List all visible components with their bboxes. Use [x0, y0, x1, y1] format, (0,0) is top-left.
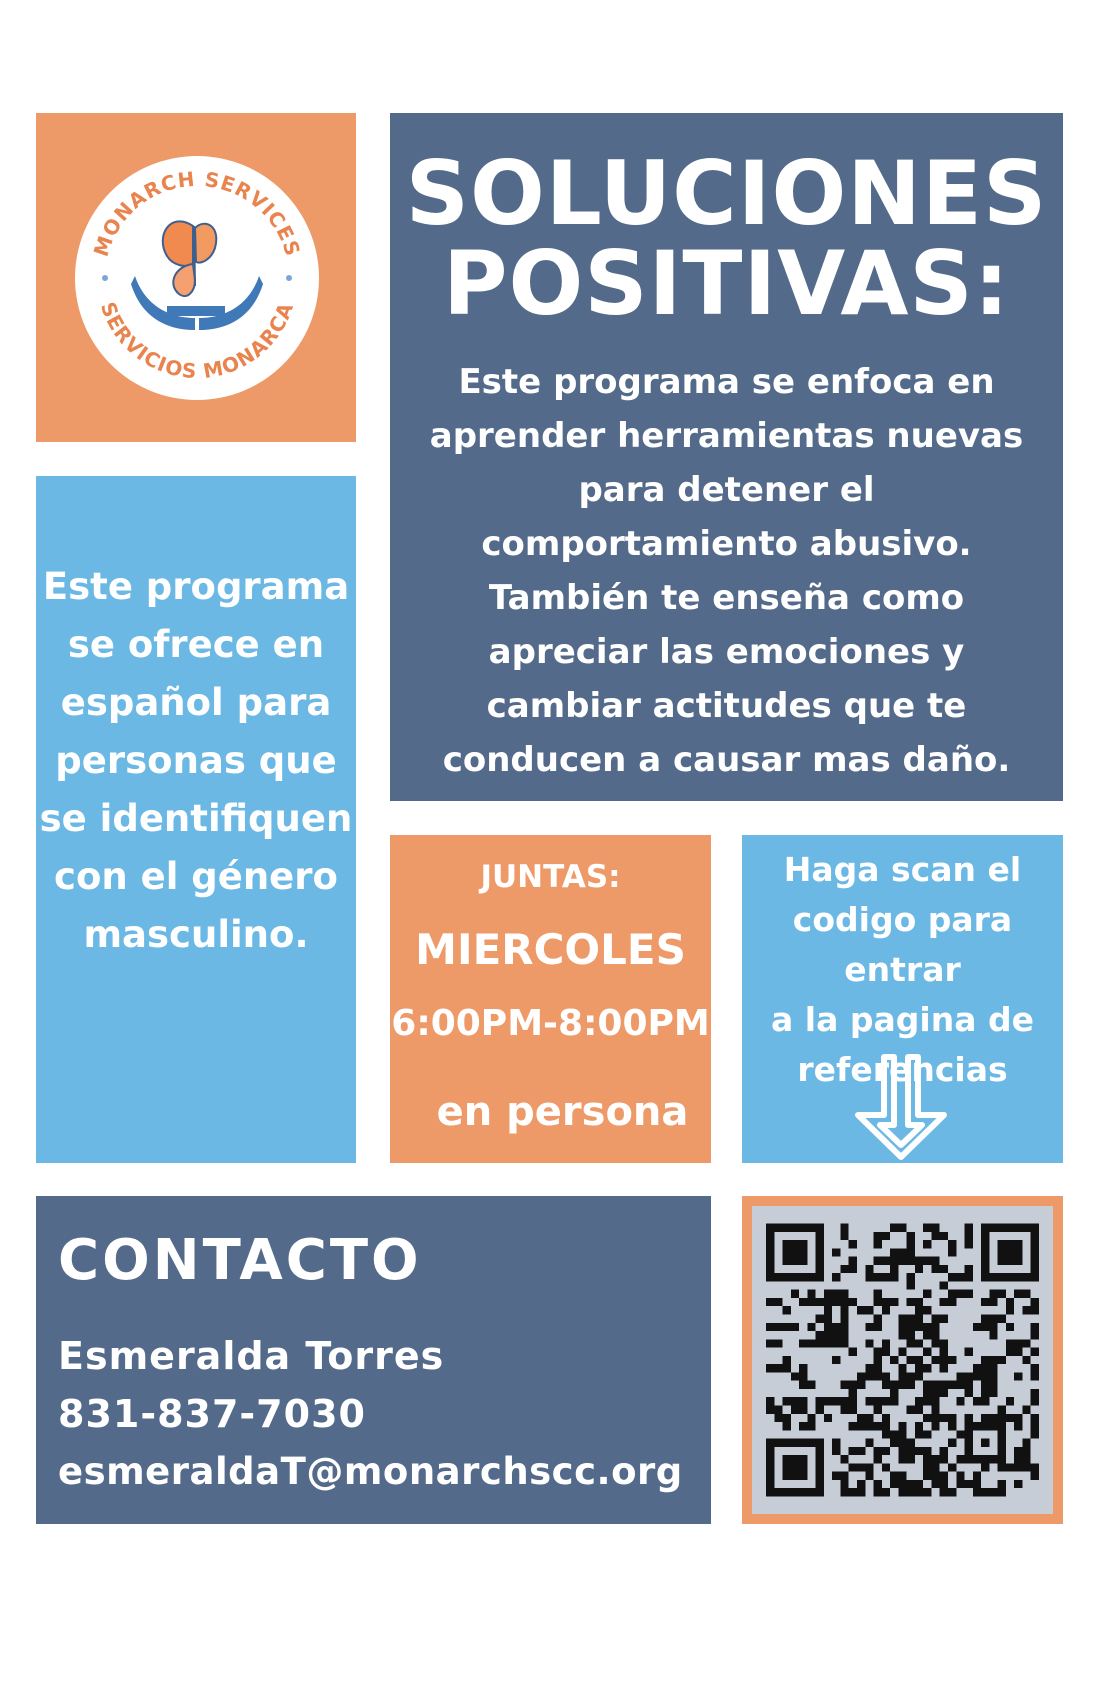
program-title — [390, 142, 1063, 335]
qr-code-icon[interactable] — [766, 1220, 1039, 1500]
audience-panel — [36, 476, 356, 1163]
qr-panel — [742, 1196, 1063, 1524]
meeting-day: MIERCOLES — [415, 925, 686, 974]
monarch-logo-icon — [75, 156, 319, 400]
logo-top-text: MONARCH SERVICES — [88, 166, 306, 260]
logo-panel — [36, 113, 356, 442]
contact-panel — [36, 1196, 711, 1524]
logo-bottom-text: SERVICIOS MONARCA — [95, 298, 299, 384]
contact-phone[interactable]: 831-837-7030 — [58, 1392, 366, 1436]
logo-badge — [75, 156, 319, 400]
title-line-2: POSITIVAS: — [442, 232, 1010, 335]
audience-text: Este programa se ofrece en español para personas que se identifiquen con el género masculino. — [39, 565, 353, 956]
meeting-time: 6:00PM-8:00PM — [391, 1003, 710, 1044]
meeting-panel — [390, 835, 711, 1163]
butterfly-icon — [163, 221, 217, 296]
qr-background — [752, 1206, 1053, 1514]
arrow-down-icon — [846, 1053, 956, 1163]
meeting-label: JUNTAS: — [480, 859, 621, 895]
scan-instructions: Haga scan el codigo para entrar a la pagina de referencias — [771, 850, 1034, 1089]
scan-panel — [742, 835, 1063, 1163]
meeting-mode: en persona — [436, 1089, 689, 1135]
contact-name: Esmeralda Torres — [58, 1334, 445, 1378]
contact-heading: CONTACTO — [58, 1228, 422, 1293]
contact-email[interactable]: esmeraldaT@monarchscc.org — [58, 1450, 683, 1493]
program-description: Este programa se enfoca en aprender herramientas nuevas para detener el comportamiento abusivo. También te enseña como apreciar las emociones y cambiar actitudes que te conducen a causar mas daño. — [429, 362, 1024, 780]
program-info-panel — [390, 113, 1063, 801]
hands-icon — [131, 276, 263, 330]
title-line-1: SOLUCIONES — [405, 142, 1048, 245]
